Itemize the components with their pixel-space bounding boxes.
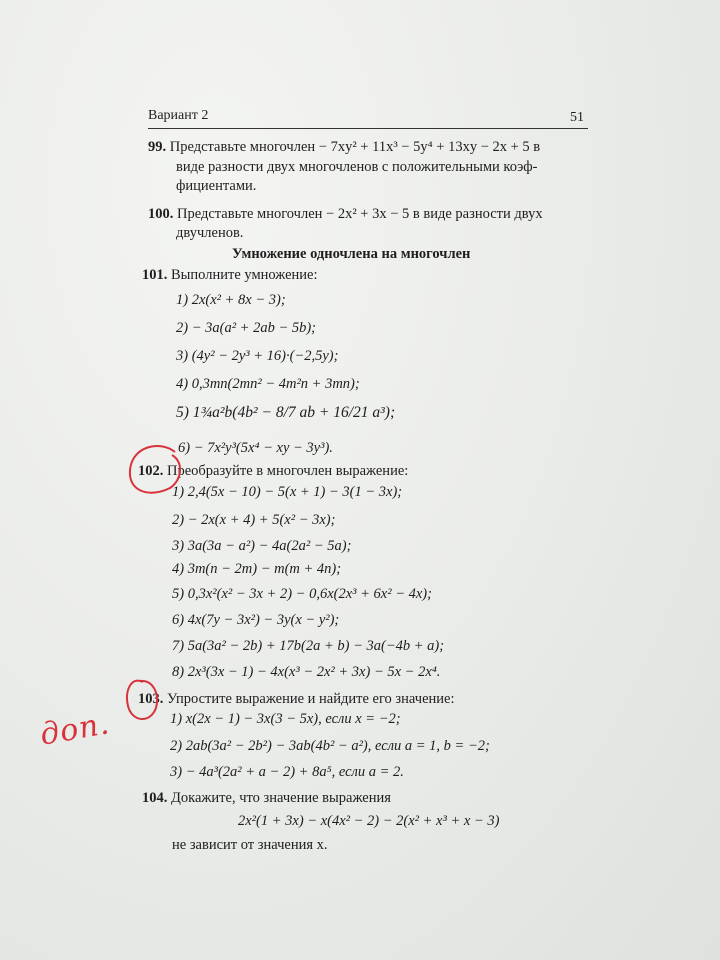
pen-circle-103 [127, 681, 157, 719]
pen-circle-102 [130, 446, 180, 493]
exercise-item: 2) − 2x(x + 4) + 5(x² − 3x); [172, 512, 336, 528]
problem-number: 103. [138, 691, 164, 707]
exercise-item: 6) − 7x²y³(5x⁴ − xy − 3y³). [178, 440, 333, 456]
exercise-item: 3) 3a(3a − a²) − 4a(2a² − 5a); [172, 538, 352, 554]
exercise-item: 5) 0,3x²(x² − 3x + 2) − 0,6x(2x³ + 6x² − 4x); [172, 586, 432, 602]
exercise-item: 3) (4y² − 2y³ + 16)·(−2,5y); [176, 348, 339, 364]
exercise-item: 4) 0,3mn(2mn² − 4m²n + 3mn); [176, 376, 360, 392]
problem-text: Представьте многочлен − 2x² + 3x − 5 в виде разности двух [177, 206, 543, 222]
problem-number: 104. [142, 790, 168, 806]
exercise-item: 2) − 3a(a² + 2ab − 5b); [176, 320, 317, 336]
problem-text: Выполните умножение: [171, 267, 318, 283]
problem-text: Упростите выражение и найдите его значение: [167, 691, 455, 707]
problem-99-line2: виде разности двух многочленов с положительными коэф- [176, 159, 538, 175]
expression-formula: 2x²(1 + 3x) − x(4x² − 2) − 2(x² + x³ + x − 3) [238, 813, 500, 829]
section-title: Умножение одночлена на многочлен [232, 246, 471, 262]
problem-number: 99. [148, 139, 167, 155]
problem-text: Преобразуйте в многочлен выражение: [167, 463, 409, 479]
handwritten-note: доп. [37, 706, 113, 753]
exercise-item: 5) 1¾a²b(4b² − 8/7 ab + 16/21 a³); [176, 404, 396, 421]
page-number: 51 [570, 110, 584, 125]
problem-text: Представьте многочлен − 7xy² + 11x³ − 5y⁴ + 13xy − 2x + 5 в [169, 139, 541, 155]
problem-text: Докажите, что значение выражения [171, 790, 391, 806]
exercise-item: 3) − 4a³(2a² + a − 2) + 8a⁵, если a = 2. [170, 764, 404, 780]
exercise-item: 8) 2x³(3x − 1) − 4x(x³ − 2x² + 3x) − 5x − 2x⁴. [172, 664, 441, 680]
problem-104-tail: не зависит от значения x. [172, 837, 328, 853]
exercise-item: 2) 2ab(3a² − 2b²) − 3ab(4b² − a²), если a = 1, b = −2; [170, 738, 490, 754]
problem-99-line3: фициентами. [176, 178, 257, 194]
exercise-item: 1) 2x(x² + 8x − 3); [176, 292, 286, 308]
problem-number: 100. [148, 206, 174, 222]
variant-label: Вариант 2 [148, 108, 209, 123]
problem-number: 101. [142, 267, 168, 283]
exercise-item: 4) 3m(n − 2m) − m(m + 4n); [172, 561, 342, 577]
exercise-item: 1) x(2x − 1) − 3x(3 − 5x), если x = −2; [170, 711, 401, 727]
exercise-item: 1) 2,4(5x − 10) − 5(x + 1) − 3(1 − 3x); [172, 484, 403, 500]
exercise-item: 6) 4x(7y − 3x²) − 3y(x − y²); [172, 612, 340, 628]
exercise-item: 7) 5a(3a² − 2b) + 17b(2a + b) − 3a(−4b + a); [172, 638, 445, 654]
problem-number: 102. [138, 463, 164, 479]
problem-100-line2: двучленов. [176, 225, 244, 241]
